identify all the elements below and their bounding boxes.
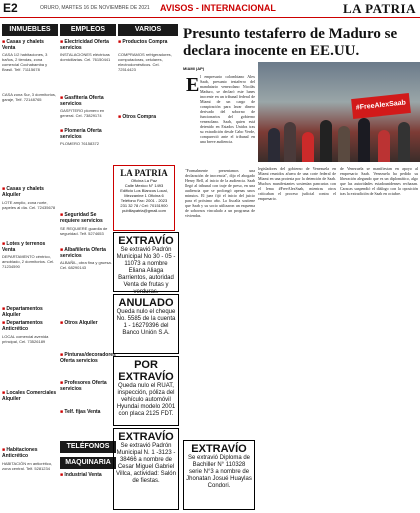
section-maquinaria: MAQUINARIA (60, 457, 116, 469)
person-figure (268, 128, 280, 162)
person-figure (284, 122, 296, 162)
page-header (0, 0, 420, 18)
category-departamentos-alquiler: ■ Departamentos Alquiler (2, 306, 58, 318)
category-electricidad: ■ Electricidad Oferta servicios (60, 39, 116, 51)
classified-text: CASA zona Sur, 3 dormitorios, garaje, Telf. 72148765 (2, 92, 57, 102)
category-lotes-venta: ■ Lotes y terrenos Venta (2, 241, 58, 253)
category-pinturas: ■ Pinturas/decoradores Oferta servicios (60, 352, 116, 364)
category-productos-compra: ■ Productos Compra (118, 39, 178, 45)
category-gasfiteria: ■ Gasfitería Oferta servicios (60, 95, 116, 107)
person-figure (302, 132, 314, 162)
notice-body: Se extravió Padrón Municipal N. 1 -3123 - 38466 a nombre de Cesar Miguel Gabriel Villca, actividad: Salón de fiestas. (116, 443, 176, 484)
article-text: "Formalmente presentamos una declaración de inocencia", dijo el abogado Henry Bell, al inicio de la audiencia. Saab llegó al tribunal con traje de preso, en una audiencia que se prolongó apenas unos minutos. El juez fijó el inicio del juicio para el próximo año. La fiscalía sostiene que Saab y su socio utilizaron un esquema de sobornos vinculado a un programa de viviendas. (185, 168, 255, 218)
classified-text: PLOMERO 76158372 (60, 141, 99, 146)
person-figure (320, 120, 332, 162)
classified-text: ALBAÑIL, obra fina y gruesa. Cel. 68290143 (60, 260, 112, 270)
article-byline: MIAMI (AP) (183, 66, 205, 71)
classified-text: GASFITERO plomero en general. Cel. 73829174 (60, 108, 105, 118)
category-otros-compra: ■ Otros Compra (118, 114, 178, 120)
category-casas-alquiler: ■ Casas y chalets Alquiler (2, 186, 58, 198)
notice-title: ANULADO (118, 297, 174, 309)
office-box-title: LA PATRIA (120, 168, 168, 178)
office-line: 231 32 78 / Cel: 70151900 (120, 203, 168, 208)
article-text: l empresario colombiano Alex Saab, presunto testaferro del mandatario venezolano Nicolás Maduro, se declaró este lunes inocente en un tribunal federal de Miami de un cargo de conspiración para lavar dinero derivado del soborno de funcionarios del gobierno venezolano. Saab, quien está detenido en Estados Unidos tras su extradición desde Cabo Verde, compareció ante el tribunal en una breve audiencia. (200, 74, 255, 144)
category-habitaciones-anticretico: ■ Habitaciones Anticrético (2, 447, 58, 459)
person-figure (338, 126, 350, 162)
category-telf-fijas: ■ Telf. fijas Venta (60, 409, 116, 415)
category-industrial: ■ Industrial Venta (60, 472, 116, 478)
page-date: ORURO, MARTES 16 DE NOVIEMBRE DE 2021 (40, 5, 150, 11)
category-casas-venta: ■ Casas y chalets Venta (2, 39, 58, 51)
office-line: Edificio Los Blancos Local, Mezzanine 1 Oficina 6 (120, 188, 168, 198)
category-albanileria: ■ Albañilería Oferta servicios (60, 247, 116, 259)
classified-text: DEPARTAMENTO céntrico, amoblado, 2 dormitorios. Cel. 71234590 (2, 254, 55, 269)
notice-body: Queda nulo el cheque No. 5585 de la cuenta 1 - 16279396 del Banco Unión S.A. (116, 309, 176, 336)
office-line: Calle Mexico N° 1493 (124, 183, 164, 188)
notice-body: Se extravió Padrón Municipal No 30 - 05 - 11073 a nombre Eliana Aliaga Barrientos, autoridad Venta de frutas y verduras. (116, 247, 176, 295)
office-line: publilapatria@gmail.com (122, 208, 166, 213)
person-figure (358, 118, 370, 162)
notice-body: Se extravió Diploma de Bachiller N° 110328 serie N°3 a nombre de Jhonatan Josué Huaylas Condori. (186, 455, 252, 489)
classified-text: INSTALACIONES eléctricas domiciliarias. Cel. 76150441 (60, 52, 111, 62)
page-number: E2 (3, 1, 18, 15)
category-plomeria: ■ Plomería Oferta servicios (60, 128, 116, 140)
column-head-inmuebles: INMUEBLES (2, 24, 58, 36)
category-seguridad: ■ Seguridad Se requiere servicios (60, 212, 116, 224)
protest-banner: #FreeAlexSaab (351, 93, 411, 119)
column-head-varios: VARIOS (118, 24, 178, 36)
article-headline: Presunto testaferro de Maduro se declara inocente en EE.UU. (183, 26, 398, 59)
classified-text: LOTE amplio, zona norte, papeles al día. Cel. 72435678 (2, 200, 56, 210)
classified-text: COMPRAMOS refrigeradores, computadoras, celulares, electrodomésticos. Cel. 72514423 (118, 52, 172, 72)
notice-ad (113, 294, 179, 354)
notice-ad (183, 440, 255, 510)
office-line: Oficina La Paz (130, 178, 157, 183)
classified-text: CASA 1/2 habitaciones, 3 baños, 2 tiendas, zona comercial Cochabamba y Brasil. Telf. 71115678 (2, 52, 48, 72)
notice-title: EXTRAVÍO (191, 443, 247, 455)
section-telefonos: TELÉFONOS (60, 441, 116, 453)
notice-title: EXTRAVÍO (118, 431, 174, 443)
classified-text: SE REQUIERE guardia de seguridad. Telf. 5274653 (60, 226, 108, 236)
category-locales-alquiler: ■ Locales Comerciales Alquiler (2, 390, 58, 402)
section-title: AVISOS - INTERNACIONAL (160, 3, 276, 13)
office-line: Teléfono Fax: 2001 - 2023 (120, 198, 168, 203)
masthead-logo: LA PATRIA (343, 1, 416, 16)
classified-text: LOCAL comercial avenida principal, Cel. 73526189 (2, 334, 49, 344)
notice-ad (113, 232, 179, 295)
notice-title: EXTRAVÍO (118, 235, 174, 247)
person-figure (398, 122, 410, 162)
notice-title: POR EXTRAVÍO (118, 359, 174, 383)
category-otros-alquiler: ■ Otros Alquiler (60, 320, 116, 326)
notice-body: Queda nulo el RUAT, inspección, póliza del vehículo automóvil Hyundai modelo 2001 con placa 2125 FDT. (116, 383, 176, 417)
article-text: de Venezuela se manifiestan en apoyo al empresario Saab. Venezuela ha pedido su liberación alegando que es un diplomático, algo que las autoridades estadounidenses rechazan. Caracas suspendió el diálogo con la oposición tras la extradición de Saab en octubre. (340, 166, 418, 196)
category-departamentos-anticretico: ■ Departamentos Anticrético (2, 320, 58, 332)
news-photo (258, 62, 420, 162)
category-profesores: ■ Profesores Oferta servicios (60, 380, 116, 392)
classified-text: HABITACIÓN en anticrético, zona central. Telf. 5281234 (2, 461, 53, 471)
notice-ad (113, 428, 179, 510)
office-info-box (113, 165, 175, 231)
person-figure (378, 130, 390, 162)
article-text: legisladores del gobierno de Venezuela en Miami reunidos afuera de una corte federal de Miami en una protesta por la detención de Saab. Muchos manifestantes sostenían pancartas con el lema #FreeAlexSaab, mientras otros criticaban el proceso judicial contra el empresario. (258, 166, 336, 201)
notice-ad (113, 356, 179, 426)
column-head-empleos: EMPLEOS (60, 24, 116, 36)
drop-cap: E (186, 74, 200, 96)
